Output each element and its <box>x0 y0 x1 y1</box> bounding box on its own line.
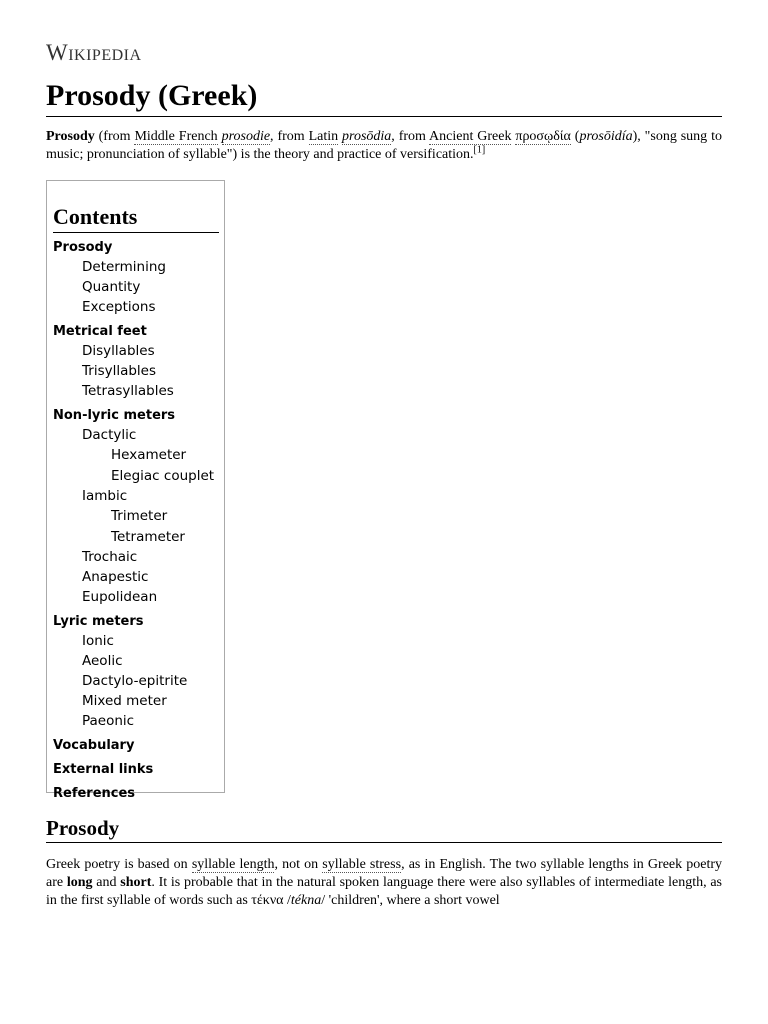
toc-item-ionic[interactable]: Ionic <box>82 633 114 649</box>
link-syllable-stress[interactable]: syllable stress <box>322 857 402 872</box>
body-text: . It is probable that in the natural spoken language there were also syllables of intermediate length, as in the first syllable of words such as <box>46 875 722 908</box>
toc-item-exceptions[interactable]: Exceptions <box>82 299 156 315</box>
toc-item-non-lyric-meters[interactable]: Non-lyric meters <box>53 408 176 423</box>
table-of-contents <box>46 180 225 801</box>
intro-text: , from <box>391 129 430 144</box>
toc-item-tetrameter[interactable]: Tetrameter <box>111 528 185 545</box>
toc-item-dactylo-epitrite[interactable]: Dactylo-epitrite <box>82 673 188 689</box>
link-prosodia[interactable]: prosōdia <box>342 129 392 144</box>
wikipedia-logo[interactable]: Wikipedia <box>46 40 142 65</box>
transliteration-tekna: tékna <box>290 893 322 908</box>
article-page <box>46 38 722 910</box>
toc-item-references[interactable]: References <box>53 786 136 801</box>
toc-item-anapestic[interactable]: Anapestic <box>82 569 149 585</box>
toc-item-vocabulary[interactable]: Vocabulary <box>53 738 135 753</box>
link-greek-word[interactable]: προσῳδία <box>515 129 571 144</box>
link-ancient-greek[interactable]: Ancient Greek <box>429 129 512 144</box>
toc-item-eupolidean[interactable]: Eupolidean <box>82 589 158 605</box>
toc-list <box>53 239 219 803</box>
link-latin[interactable]: Latin <box>308 129 339 144</box>
term-short: short <box>120 875 152 890</box>
body-text: , not on <box>274 857 323 872</box>
toc-title: Contents <box>53 203 219 233</box>
toc-item-paeonic[interactable]: Paeonic <box>82 713 135 729</box>
body-text: / 'children', where a short vowel <box>321 893 500 908</box>
intro-text: ( <box>570 129 580 144</box>
link-syllable-length[interactable]: syllable length <box>191 857 275 872</box>
link-middle-french[interactable]: Middle French <box>134 129 218 144</box>
body-text: , as in English. The two syllable lengths in Greek poetry are <box>46 857 723 890</box>
toc-item-lyric-meters[interactable]: Lyric meters <box>53 614 144 629</box>
prosody-paragraph <box>46 856 722 910</box>
body-text: / <box>283 893 291 908</box>
link-prosodie[interactable]: prosodie <box>221 129 271 144</box>
toc-item-iambic[interactable]: Iambic <box>82 488 128 504</box>
toc-item-aeolic[interactable]: Aeolic <box>82 653 123 669</box>
toc-item-elegiac-couplet[interactable]: Elegiac couplet <box>111 467 215 484</box>
toc-item-prosody[interactable]: Prosody <box>53 240 113 255</box>
body-text: and <box>92 875 121 890</box>
page-title: Prosody (Greek) <box>46 78 722 117</box>
toc-item-tetrasyllables[interactable]: Tetrasyllables <box>82 383 174 399</box>
toc-item-trimeter[interactable]: Trimeter <box>111 508 168 524</box>
toc-item-mixed-meter[interactable]: Mixed meter <box>82 693 167 709</box>
toc-item-disyllables[interactable]: Disyllables <box>82 343 155 359</box>
section-heading-prosody: Prosody <box>46 815 722 843</box>
toc-item-dactylic[interactable]: Dactylic <box>82 427 137 443</box>
intro-text <box>218 129 222 144</box>
citation-ref[interactable]: [1] <box>473 144 486 156</box>
toc-item-hexameter[interactable]: Hexameter <box>111 447 187 463</box>
toc-item-external-links[interactable]: External links <box>53 762 154 777</box>
greek-tekna: τέκνα <box>251 893 284 908</box>
transliteration: prosōidía <box>579 129 633 144</box>
intro-lead-term: Prosody <box>46 129 95 144</box>
toc-item-trochaic[interactable]: Trochaic <box>82 549 138 565</box>
intro-paragraph <box>46 128 722 164</box>
toc-item-determining-quantity[interactable]: Determining Quantity <box>82 259 166 295</box>
intro-text: (from <box>94 129 135 144</box>
toc-item-metrical-feet[interactable]: Metrical feet <box>53 324 147 339</box>
body-text: Greek poetry is based on <box>46 857 192 872</box>
toc-item-trisyllables[interactable]: Trisyllables <box>82 363 157 379</box>
intro-text: ), "song sung to music; pronunciation of syllable") is the theory and practice of versification. <box>46 129 722 162</box>
intro-text: , from <box>270 129 309 144</box>
term-long: long <box>66 875 93 890</box>
